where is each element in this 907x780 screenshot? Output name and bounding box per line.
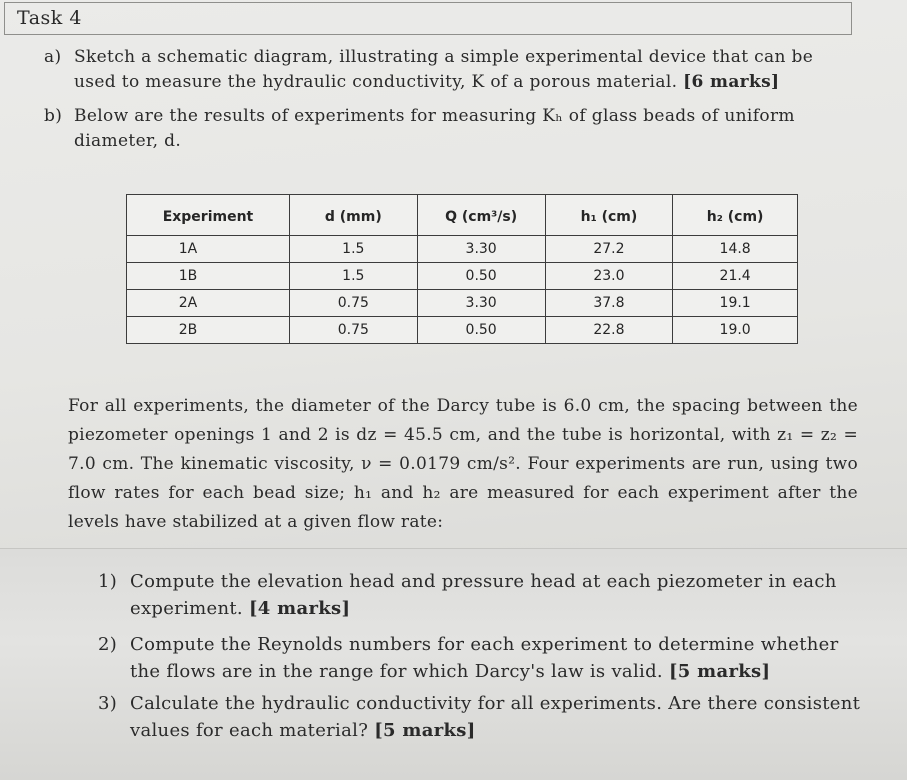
task-header [4,2,852,35]
table-cell: 3.30 [417,236,545,263]
question-marks: [5 marks] [668,661,771,682]
results-table [126,194,798,344]
part-b [44,104,864,154]
col-header: d (mm) [289,195,417,236]
part-a-marks: [6 marks] [683,72,780,92]
table-cell: 14.8 [673,236,798,263]
question-3 [98,690,870,744]
table-cell: 1A [127,236,290,263]
table-cell: 1.5 [289,236,417,263]
table-row [127,263,798,290]
table-cell: 3.30 [417,290,545,317]
part-a [44,45,854,95]
table-cell: 21.4 [673,263,798,290]
table-row [127,290,798,317]
task-title: Task 4 [17,7,82,29]
col-header: h₂ (cm) [673,195,798,236]
table-cell: 27.2 [545,236,673,263]
question-text: Calculate the hydraulic conductivity for all experiments. Are there consistent values for each material? [130,693,861,741]
part-a-label: a) [44,47,62,67]
col-header: Q (cm³/s) [417,195,545,236]
table-cell: 19.0 [673,317,798,344]
table-cell: 0.75 [289,290,417,317]
question-marks: [5 marks] [374,720,476,741]
table-cell: 23.0 [545,263,673,290]
table-cell: 22.8 [545,317,673,344]
col-header: Experiment [127,195,290,236]
question-text: Compute the Reynolds numbers for each experiment to determine whether the flows are in the range for which Darcy's law is valid. [130,634,839,682]
table-cell: 37.8 [545,290,673,317]
table-cell: 0.75 [289,317,417,344]
part-b-label: b) [44,106,63,126]
part-b-line2: diameter, d. [74,131,182,151]
col-header: h₁ (cm) [545,195,673,236]
question-2 [98,631,870,685]
question-marks: [4 marks] [248,598,351,619]
table-cell: 1B [127,263,290,290]
table-cell: 2B [127,317,290,344]
table-cell: 0.50 [417,263,545,290]
table-row [127,317,798,344]
table-cell: 1.5 [289,263,417,290]
question-number: 1) [98,571,118,592]
question-number: 3) [98,693,118,714]
question-1 [98,568,870,622]
table-row [127,236,798,263]
table-cell: 0.50 [417,317,545,344]
part-b-line1: Below are the results of experiments for measuring Kₕ of glass beads of uniform [74,106,795,126]
table-cell: 19.1 [673,290,798,317]
description-paragraph: For all experiments, the diameter of the Darcy tube is 6.0 cm, the spacing between the piezometer openings 1 and 2 is dz = 45.5 cm, and the tube is horizontal, with z₁ = z₂ = 7.0 cm. The kinematic viscosity, ν = 0.0179 cm/s². Four experiments are run, using two flow rates for each bead size; h₁ and h₂ are measured for each experiment after the levels have stabilized at a given flow rate: [68,396,858,532]
table-cell: 2A [127,290,290,317]
question-number: 2) [98,634,118,655]
part-a-line2: used to measure the hydraulic conductivity, K of a porous material. [6 marks] [74,72,780,92]
part-a-line1: Sketch a schematic diagram, illustrating a simple experimental device that can be [74,47,814,67]
question-text: Compute the elevation head and pressure head at each piezometer in each experiment. [130,571,837,619]
table-header-row [127,195,798,236]
